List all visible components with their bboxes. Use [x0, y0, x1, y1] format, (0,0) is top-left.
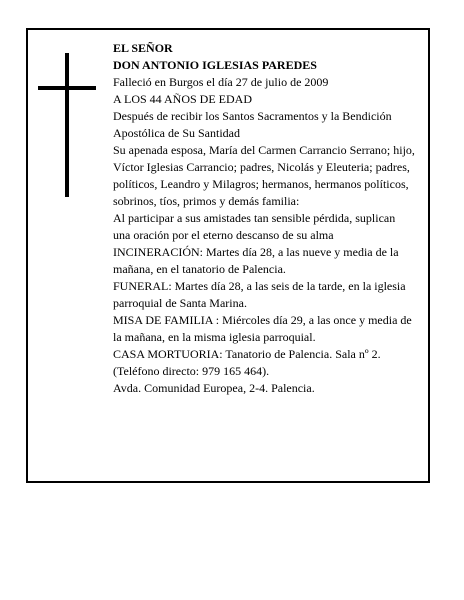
prayer-request: Al participar a sus amistades tan sensible pérdida, suplican una oración por el eterno descanso de su alma: [113, 211, 396, 242]
obituary-text: [113, 40, 415, 397]
cross-vertical-bar: [65, 53, 69, 197]
mortuary: CASA MORTUORIA: Tanatorio de Palencia. Sala nº 2.: [113, 347, 381, 361]
cremation: INCINERACIÓN: Martes día 28, a las nueve y media de la mañana, en el tanatorio de Palencia.: [113, 245, 399, 276]
phone: (Teléfono directo: 979 165 464).: [113, 364, 270, 378]
title-line-1: EL SEÑOR: [113, 41, 173, 55]
cross-horizontal-bar: [38, 86, 96, 90]
age: A LOS 44 AÑOS DE EDAD: [113, 92, 253, 106]
title-line-2: DON ANTONIO IGLESIAS PAREDES: [113, 58, 317, 72]
death-date: Falleció en Burgos el día 27 de julio de 2009: [113, 75, 329, 89]
funeral: FUNERAL: Martes día 28, a las seis de la tarde, en la iglesia parroquial de Santa Marina.: [113, 279, 406, 310]
family-mass: MISA DE FAMILIA : Miércoles día 29, a las once y media de la mañana, en la misma iglesia parroquial.: [113, 313, 412, 344]
address: Avda. Comunidad Europea, 2-4. Palencia.: [113, 381, 315, 395]
family-list: Su apenada esposa, María del Carmen Carrancio Serrano; hijo, Víctor Iglesias Carrancio; padres, Nicolás y Eleuteria; padres, políticos, Leandro y Milagros; hermanos, hermanos políticos, sobrinos, tíos, primos y demás familia:: [113, 143, 415, 208]
sacraments: Después de recibir los Santos Sacramentos y la Bendición Apostólica de Su Santidad: [113, 109, 392, 140]
cross-icon: [38, 53, 96, 197]
